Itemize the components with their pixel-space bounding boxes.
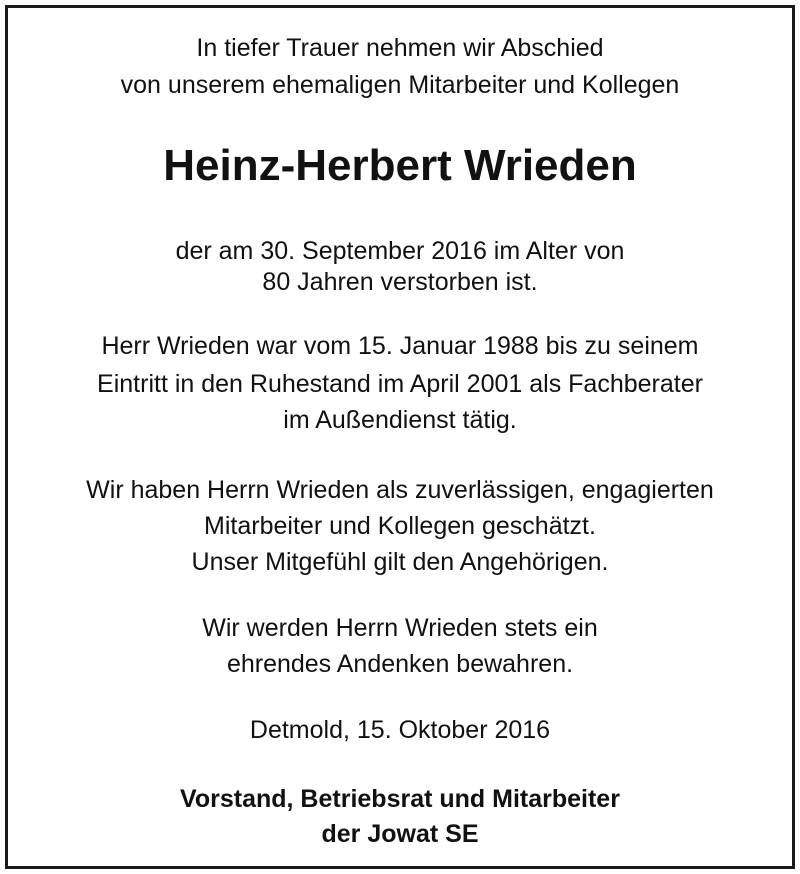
career-line-1: Herr Wrieden war vom 15. Januar 1988 bis zu seinem (101, 332, 699, 360)
intro-line-2: von unserem ehemaligen Mitarbeiter und Kollegen (120, 71, 680, 99)
signature-line-2: der Jowat SE (321, 820, 479, 848)
intro-line-1: In tiefer Trauer nehmen wir Abschied (196, 34, 604, 62)
death-line-1: der am 30. September 2016 im Alter von (175, 237, 625, 265)
death-line-2: 80 Jahren verstorben ist. (262, 268, 538, 296)
memory-line-1: Wir werden Herrn Wrieden stets ein (202, 614, 598, 642)
career-line-3: im Außendienst tätig. (283, 406, 517, 434)
tribute-line-1: Wir haben Herrn Wrieden als zuverlässigen, engagierten (86, 476, 714, 504)
memory-line-2: ehrendes Andenken bewahren. (226, 650, 574, 678)
tribute-line-3: Unser Mitgefühl gilt den Angehörigen. (191, 548, 609, 576)
signature-line-1: Vorstand, Betriebsrat und Mitarbeiter (180, 785, 620, 813)
deceased-name: Heinz-Herbert Wrieden (163, 141, 637, 190)
tribute-line-2: Mitarbeiter und Kollegen geschätzt. (204, 512, 596, 540)
career-line-2: Eintritt in den Ruhestand im April 2001 als Fachberater (97, 370, 703, 398)
place-date: Detmold, 15. Oktober 2016 (249, 716, 551, 744)
